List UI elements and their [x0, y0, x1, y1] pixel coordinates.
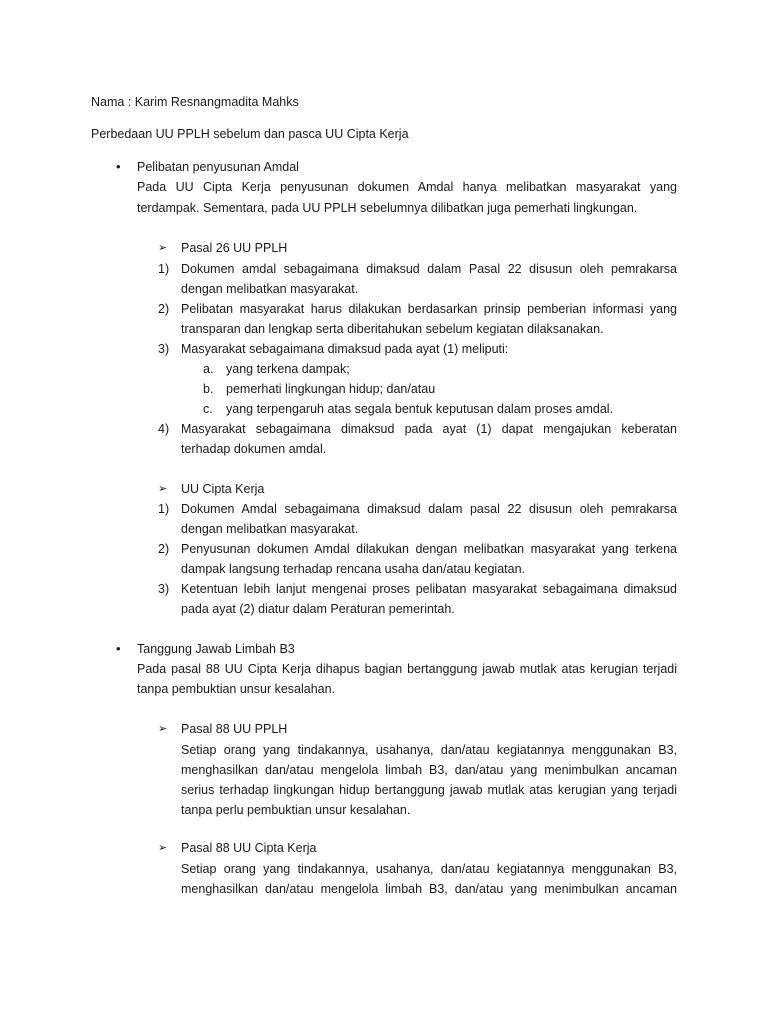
section2-para-line: Pada pasal 88 UU Cipta Kerja dihapus bagian bertanggung jawab mutlak atas kerugian terjadi — [137, 662, 677, 676]
sub-heading: Pasal 88 UU PPLH — [181, 722, 288, 736]
arrow-bullet-icon: ➢ — [158, 242, 168, 254]
sublist-item: pemerhati lingkungan hidup; dan/atau — [226, 382, 436, 396]
sublist-letter: a. — [203, 362, 214, 376]
sub-heading: UU Cipta Kerja — [181, 482, 265, 496]
list-number: 3) — [158, 582, 170, 596]
list-item-line: pada ayat (2) diatur dalam Peraturan pemerintah. — [181, 602, 455, 616]
list-number: 4) — [158, 422, 170, 436]
list-item-line: Masyarakat sebagaimana dimaksud pada ayat (1) dapat mengajukan keberatan — [181, 422, 677, 436]
author-name: Nama : Karim Resnangmadita Mahks — [91, 95, 299, 109]
pasal-text-line: tanpa perlu pembuktian unsur kesalahan. — [181, 803, 411, 817]
list-number: 1) — [158, 262, 170, 276]
sublist-letter: b. — [203, 382, 214, 396]
list-item-line: transparan dan lengkap serta diberitahukan sebelum kegiatan dilaksanakan. — [181, 322, 604, 336]
sub-heading: Pasal 88 UU Cipta Kerja — [181, 841, 317, 855]
section2-para-line: tanpa pembuktian unsur kesalahan. — [137, 682, 336, 696]
pasal-text-line: Setiap orang yang tindakannya, usahanya, dan/atau kegiatannya menggunakan B3, — [181, 862, 677, 876]
bullet-icon: • — [116, 641, 121, 656]
arrow-bullet-icon: ➢ — [158, 723, 168, 735]
pasal-text-line: serius terhadap lingkungan hidup bertanggung jawab mutlak atas kerugian yang terjadi — [181, 783, 677, 797]
list-number: 3) — [158, 342, 170, 356]
pasal-text-line: menghasilkan dan/atau mengelola limbah B3, dan/atau yang menimbulkan ancaman — [181, 882, 677, 896]
arrow-bullet-icon: ➢ — [158, 842, 168, 854]
list-item-line: dengan melibatkan masyarakat. — [181, 282, 359, 296]
list-item-line: Pelibatan masyarakat harus dilakukan berdasarkan prinsip pemberian informasi yang — [181, 302, 677, 316]
list-item-line: dampak langsung terhadap rencana usaha dan/atau kegiatan. — [181, 562, 526, 576]
list-item-line: dengan melibatkan masyarakat. — [181, 522, 359, 536]
section1-para-line: Pada UU Cipta Kerja penyusunan dokumen Amdal hanya melibatkan masyarakat yang — [137, 180, 677, 194]
sublist-item: yang terpengaruh atas segala bentuk keputusan dalam proses amdal. — [226, 402, 614, 416]
list-item-line: terhadap dokumen amdal. — [181, 442, 327, 456]
section1-heading: Pelibatan penyusunan Amdal — [137, 160, 299, 174]
list-number: 2) — [158, 542, 170, 556]
list-number: 1) — [158, 502, 170, 516]
list-item-line: Masyarakat sebagaimana dimaksud pada ayat (1) meliputi: — [181, 342, 509, 356]
pasal-text-line: Setiap orang yang tindakannya, usahanya, dan/atau kegiatannya menggunakan B3, — [181, 743, 677, 757]
list-item-line: Dokumen amdal sebagaimana dimaksud dalam Pasal 22 disusun oleh pemrakarsa — [181, 262, 677, 276]
list-number: 2) — [158, 302, 170, 316]
document-title: Perbedaan UU PPLH sebelum dan pasca UU Cipta Kerja — [91, 127, 409, 141]
section2-heading: Tanggung Jawab Limbah B3 — [137, 642, 295, 656]
sublist-letter: c. — [203, 402, 213, 416]
sublist-item: yang terkena dampak; — [226, 362, 350, 376]
pasal-text-line: menghasilkan dan/atau mengelola limbah B3, dan/atau yang menimbulkan ancaman — [181, 763, 677, 777]
list-item-line: Dokumen Amdal sebagaimana dimaksud dalam pasal 22 disusun oleh pemrakarsa — [181, 502, 677, 516]
section1-para-line: terdampak. Sementara, pada UU PPLH sebelumnya dilibatkan juga pemerhati lingkungan. — [137, 201, 638, 215]
sub-heading: Pasal 26 UU PPLH — [181, 241, 288, 255]
list-item-line: Penyusunan dokumen Amdal dilakukan dengan melibatkan masyarakat yang terkena — [181, 542, 677, 556]
list-item-line: Ketentuan lebih lanjut mengenai proses pelibatan masyarakat sebagaimana dimaksud — [181, 582, 677, 596]
arrow-bullet-icon: ➢ — [158, 483, 168, 495]
bullet-icon: • — [116, 159, 121, 174]
